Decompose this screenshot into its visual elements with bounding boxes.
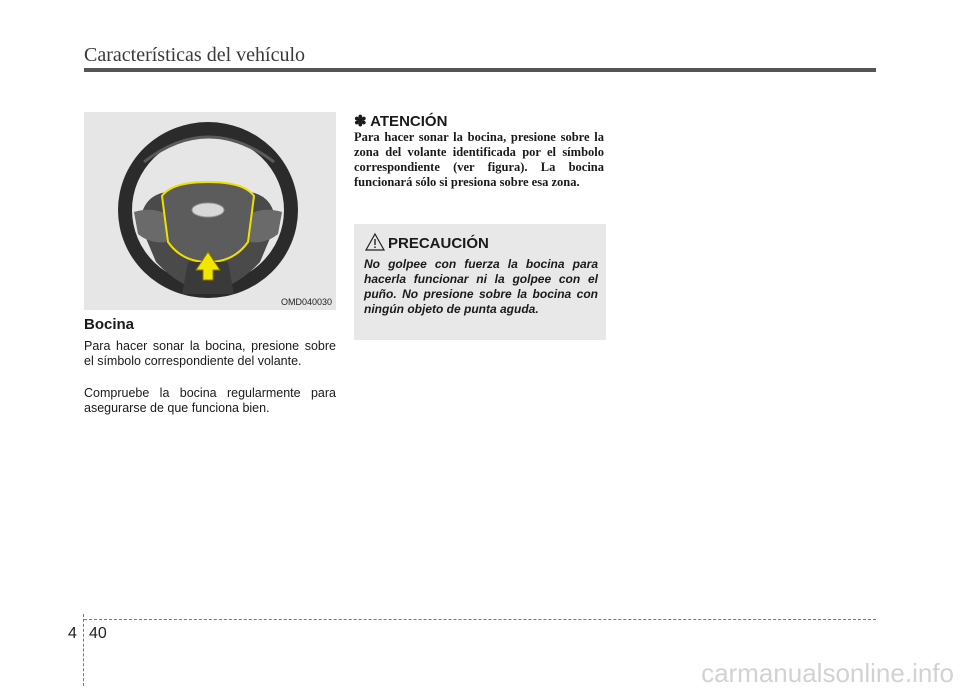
steering-wheel-figure [84, 112, 336, 310]
steering-wheel-horn-illustration [84, 112, 336, 310]
page-number: 40 [89, 625, 107, 642]
footer-rule [84, 619, 876, 620]
watermark: carmanualsonline.info [701, 658, 954, 688]
page-header-title: Características del vehículo [84, 44, 306, 66]
caution-box [354, 224, 606, 340]
footer-divider [83, 614, 84, 686]
chapter-number: 4 [68, 625, 77, 642]
caution-text: No golpee con fuerza la bocina para hacerla funcionar ni la golpee con el puño. No presione sobre la bocina con ningún objeto de punta aguda. [364, 257, 598, 316]
caution-title: PRECAUCIÓN [388, 235, 489, 252]
attention-text: Para hacer sonar la bocina, presione sobre la zona del volante identificada por el símbolo correspondiente (ver figura). La bocina funcionará sólo si presiona sobre esa zona. [354, 130, 604, 189]
attention-title: ✽ ATENCIÓN [354, 113, 448, 130]
figure-code: OMD040030 [280, 297, 332, 307]
horn-paragraph-2: Compruebe la bocina regularmente para asegurarse de que funciona bien. [84, 386, 336, 415]
header-rule [84, 68, 876, 72]
horn-paragraph-1: Para hacer sonar la bocina, presione sobre el símbolo correspondiente del volante. [84, 339, 336, 368]
warning-triangle-icon [364, 232, 386, 252]
horn-section-heading: Bocina [84, 316, 135, 333]
